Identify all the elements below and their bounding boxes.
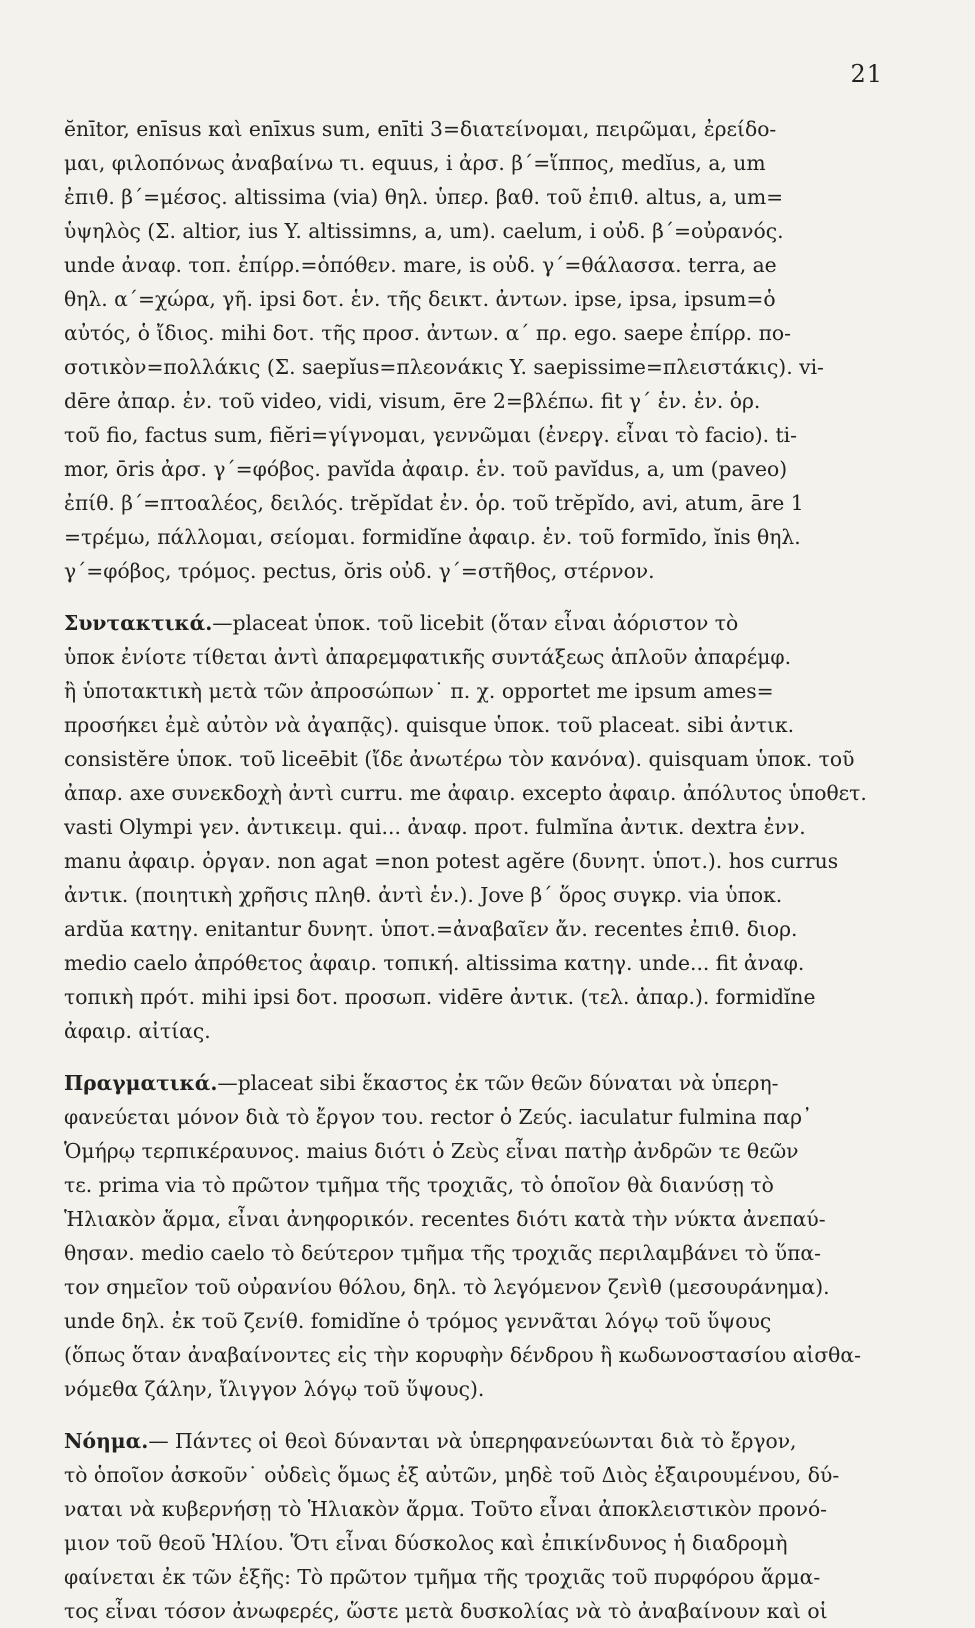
text-line — [64, 606, 902, 640]
line-text: unde ἀναφ. τοπ. ἐπίρρ.=ὁπόθεν. mare, is οὐδ. γ΄=θάλασσα. terra, ae — [64, 253, 777, 277]
line-text: προσήκει ἐμὲ αὐτὸν νὰ ἀγαπᾷς). quisque ὑποκ. τοῦ placeat. sibi ἀντικ. — [64, 713, 795, 737]
line-text: ĕnītor, enīsus καὶ enīxus sum, enīti 3=διατείνομαι, πειρῶμαι, ἐρείδο- — [64, 117, 777, 141]
line-text: φαίνεται ἐκ τῶν ἑξῆς: Τὸ πρῶτον τμῆμα τῆς τροχιᾶς τοῦ πυρφόρου ἅρμα- — [64, 1565, 821, 1589]
line-text: ἀφαιρ. αἰτίας. — [64, 1019, 211, 1043]
line-text: σοτικὸν=πολλάκις (Σ. saepĭus=πλεονάκις Y. saepissime=πλειστάκις). vi- — [64, 355, 824, 379]
line-text: medio caelo ἀπρόθετος ἀφαιρ. τοπική. altissima κατηγ. unde... fit ἀναφ. — [64, 951, 805, 975]
text-line — [64, 452, 902, 486]
line-text: ἀπαρ. axe συνεκδοχὴ ἀντὶ curru. me ἀφαιρ. excepto ἀφαιρ. ἀπόλυτος ὑποθετ. — [64, 781, 867, 805]
text-line — [64, 912, 902, 946]
text-line — [64, 640, 902, 674]
text-line — [64, 1372, 902, 1406]
text-line — [64, 554, 902, 588]
text-line — [64, 1168, 902, 1202]
text-line — [64, 1100, 902, 1134]
line-text: νόμεθα ζάλην, ἴλιγγον λόγῳ τοῦ ὕψους). — [64, 1377, 485, 1401]
text-line — [64, 1236, 902, 1270]
line-text: ναται νὰ κυβερνήσῃ τὸ Ἡλιακὸν ἅρμα. Τοῦτο εἶναι ἀποκλειστικὸν προνό- — [64, 1497, 828, 1521]
text-section — [64, 1066, 902, 1406]
text-line — [64, 248, 902, 282]
line-text: ἀντικ. (ποιητικὴ χρῆσις πληθ. ἀντὶ ἑν.). Jove β΄ ὅρος συγκρ. via ὑποκ. — [64, 883, 783, 907]
line-text: — Πάντες οἱ θεοὶ δύνανται νὰ ὑπερηφανεύωνται διὰ τὸ ἔργον, — [148, 1429, 797, 1453]
text-line — [64, 1560, 902, 1594]
text-line — [64, 1594, 902, 1628]
line-text: φανεύεται μόνον διὰ τὸ ἔργον του. rector ὁ Ζεύς. iaculatur fulmina παρ᾿ — [64, 1105, 813, 1129]
text-line — [64, 384, 902, 418]
text-line — [64, 1202, 902, 1236]
text-section — [64, 112, 902, 588]
text-line — [64, 1304, 902, 1338]
line-text: (ὅπως ὅταν ἀναβαίνοντες εἰς τὴν κορυφὴν δένδρου ἢ κωδωνοστασίου αἰσθα- — [64, 1343, 861, 1367]
text-line — [64, 810, 902, 844]
text-line — [64, 742, 902, 776]
text-line — [64, 708, 902, 742]
line-text: τε. prima via τὸ πρῶτον τμῆμα τῆς τροχιᾶς, τὸ ὁποῖον θὰ διανύσῃ τὸ — [64, 1173, 774, 1197]
line-text: consistĕre ὑποκ. τοῦ liceēbit (ἴδε ἀνωτέρω τὸν κανόνα). quisquam ὑποκ. τοῦ — [64, 747, 855, 771]
line-text: τον σημεῖον τοῦ οὐρανίου θόλου, δηλ. τὸ λεγόμενον ζενὶθ (μεσουράνημα). — [64, 1275, 830, 1299]
text-line — [64, 844, 902, 878]
line-text: ἐπίθ. β΄=πτοαλέος, δειλός. trĕpĭdat ἐν. ὁρ. τοῦ trĕpĭdo, avi, atum, āre 1 — [64, 491, 804, 515]
line-text: ἐπιθ. β΄=μέσος. altissima (via) θηλ. ὑπερ. βαθ. τοῦ ἐπιθ. altus, a, um= — [64, 185, 784, 209]
text-line — [64, 214, 902, 248]
text-line — [64, 1270, 902, 1304]
text-line — [64, 674, 902, 708]
line-text: dēre ἀπαρ. ἐν. τοῦ video, vidi, visum, ēre 2=βλέπω. fit γ΄ ἑν. ἐν. ὁρ. — [64, 389, 761, 413]
line-text: τος εἶναι τόσον ἀνωφερές, ὥστε μετὰ δυσκολίας νὰ τὸ ἀναβαίνουν καὶ οἱ — [64, 1599, 828, 1623]
text-line — [64, 946, 902, 980]
text-line — [64, 350, 902, 384]
text-line — [64, 980, 902, 1014]
text-line — [64, 878, 902, 912]
line-text: —placeat ὑποκ. τοῦ licebit (ὅταν εἶναι ἀόριστον τὸ — [212, 611, 739, 635]
line-text: τοῦ fio, factus sum, fiĕri=γίγνομαι, γεννῶμαι (ἐνεργ. εἶναι τὸ facio). ti- — [64, 423, 797, 447]
line-text: μιον τοῦ θεοῦ Ἡλίου. Ὅτι εἶναι δύσκολος καὶ ἐπικίνδυνος ἡ διαδρομὴ — [64, 1531, 788, 1555]
line-text: Ἡλιακὸν ἅρμα, εἶναι ἀνηφορικόν. recentes διότι κατὰ τὴν νύκτα ἀνεπαύ- — [64, 1207, 826, 1231]
text-section — [64, 1424, 902, 1628]
line-text: manu ἀφαιρ. ὀργαν. non agat =non potest agĕre (δυνητ. ὑποτ.). hos currus — [64, 849, 839, 873]
text-line — [64, 486, 902, 520]
line-text: γ΄=φόβος, τρόμος. pectus, ŏris οὐδ. γ΄=στῆθος, στέρνον. — [64, 559, 655, 583]
line-text: αὐτός, ὁ ἴδιος. mihi δοτ. τῆς προσ. ἀντων. α΄ πρ. ego. saepe ἐπίρρ. πο- — [64, 321, 791, 345]
line-text: —placeat sibi ἕκαστος ἐκ τῶν θεῶν δύναται νὰ ὑπερη- — [217, 1071, 779, 1095]
text-line — [64, 1458, 902, 1492]
text-line — [64, 776, 902, 810]
text-line — [64, 1492, 902, 1526]
section-heading: Συντακτικά. — [64, 611, 213, 635]
line-text: unde δηλ. ἐκ τοῦ ζενίθ. fomidĭne ὁ τρόμος γεννᾶται λόγῳ τοῦ ὕψους — [64, 1309, 772, 1333]
text-line — [64, 418, 902, 452]
body-text — [64, 112, 902, 1628]
line-text: Ὁμήρῳ τερπικέραυνος. maius διότι ὁ Ζεὺς εἶναι πατὴρ ἀνδρῶν τε θεῶν — [64, 1139, 799, 1163]
line-text: θηλ. α΄=χώρα, γῆ. ipsi δοτ. ἑν. τῆς δεικτ. ἀντων. ipse, ipsa, ipsum=ὁ — [64, 287, 776, 311]
text-line — [64, 112, 902, 146]
text-line — [64, 1014, 902, 1048]
text-line — [64, 146, 902, 180]
text-line — [64, 282, 902, 316]
line-text: τοπικὴ πρότ. mihi ipsi δοτ. προσωπ. vidēre ἀντικ. (τελ. ἀπαρ.). formidĭne — [64, 985, 816, 1009]
text-line — [64, 1526, 902, 1560]
text-line — [64, 520, 902, 554]
line-text: θησαν. medio caelo τὸ δεύτερον τμῆμα τῆς τροχιᾶς περιλαμβάνει τὸ ὕπα- — [64, 1241, 821, 1265]
line-text: ἢ ὑποτακτικὴ μετὰ τῶν ἀπροσώπων˙ π. χ. opportet me ipsum ames= — [64, 679, 774, 703]
line-text: τὸ ὁποῖον ἀσκοῦν˙ οὐδεὶς ὅμως ἐξ αὐτῶν, μηδὲ τοῦ Διὸς ἐξαιρουμένου, δύ- — [64, 1463, 840, 1487]
text-line — [64, 1424, 902, 1458]
text-line — [64, 180, 902, 214]
line-text: vasti Olympi γεν. ἀντικειμ. qui... ἀναφ. προτ. fulmĭna ἀντικ. dextra ἐνν. — [64, 815, 806, 839]
line-text: mor, ōris ἀρσ. γ΄=φόβος. pavĭda ἀφαιρ. ἑν. τοῦ pavĭdus, a, um (paveo) — [64, 457, 788, 481]
text-line — [64, 1066, 902, 1100]
section-heading: Νόημα. — [64, 1429, 149, 1453]
section-heading: Πραγματικά. — [64, 1071, 218, 1095]
page-number: 21 — [850, 60, 883, 88]
line-text: ὑψηλὸς (Σ. altior, ius Y. altissimns, a, um). caelum, i οὐδ. β΄=οὐρανός. — [64, 219, 784, 243]
line-text: μαι, φιλοπόνως ἀναβαίνω τι. equus, i ἀρσ. β΄=ἵππος, medĭus, a, um — [64, 151, 766, 175]
line-text: =τρέμω, πάλλομαι, σείομαι. formidĭne ἀφαιρ. ἑν. τοῦ formīdo, ĭnis θηλ. — [64, 525, 801, 549]
line-text: ardŭa κατηγ. enitantur δυνητ. ὑποτ.=ἀναβαῖεν ἄν. recentes ἐπιθ. διορ. — [64, 917, 798, 941]
line-text: ὑποκ ἐνίοτε τίθεται ἀντὶ ἀπαρεμφατικῆς συντάξεως ἁπλοῦν ἀπαρέμφ. — [64, 645, 792, 669]
text-line — [64, 1338, 902, 1372]
text-line — [64, 316, 902, 350]
text-line — [64, 1134, 902, 1168]
text-section — [64, 606, 902, 1048]
